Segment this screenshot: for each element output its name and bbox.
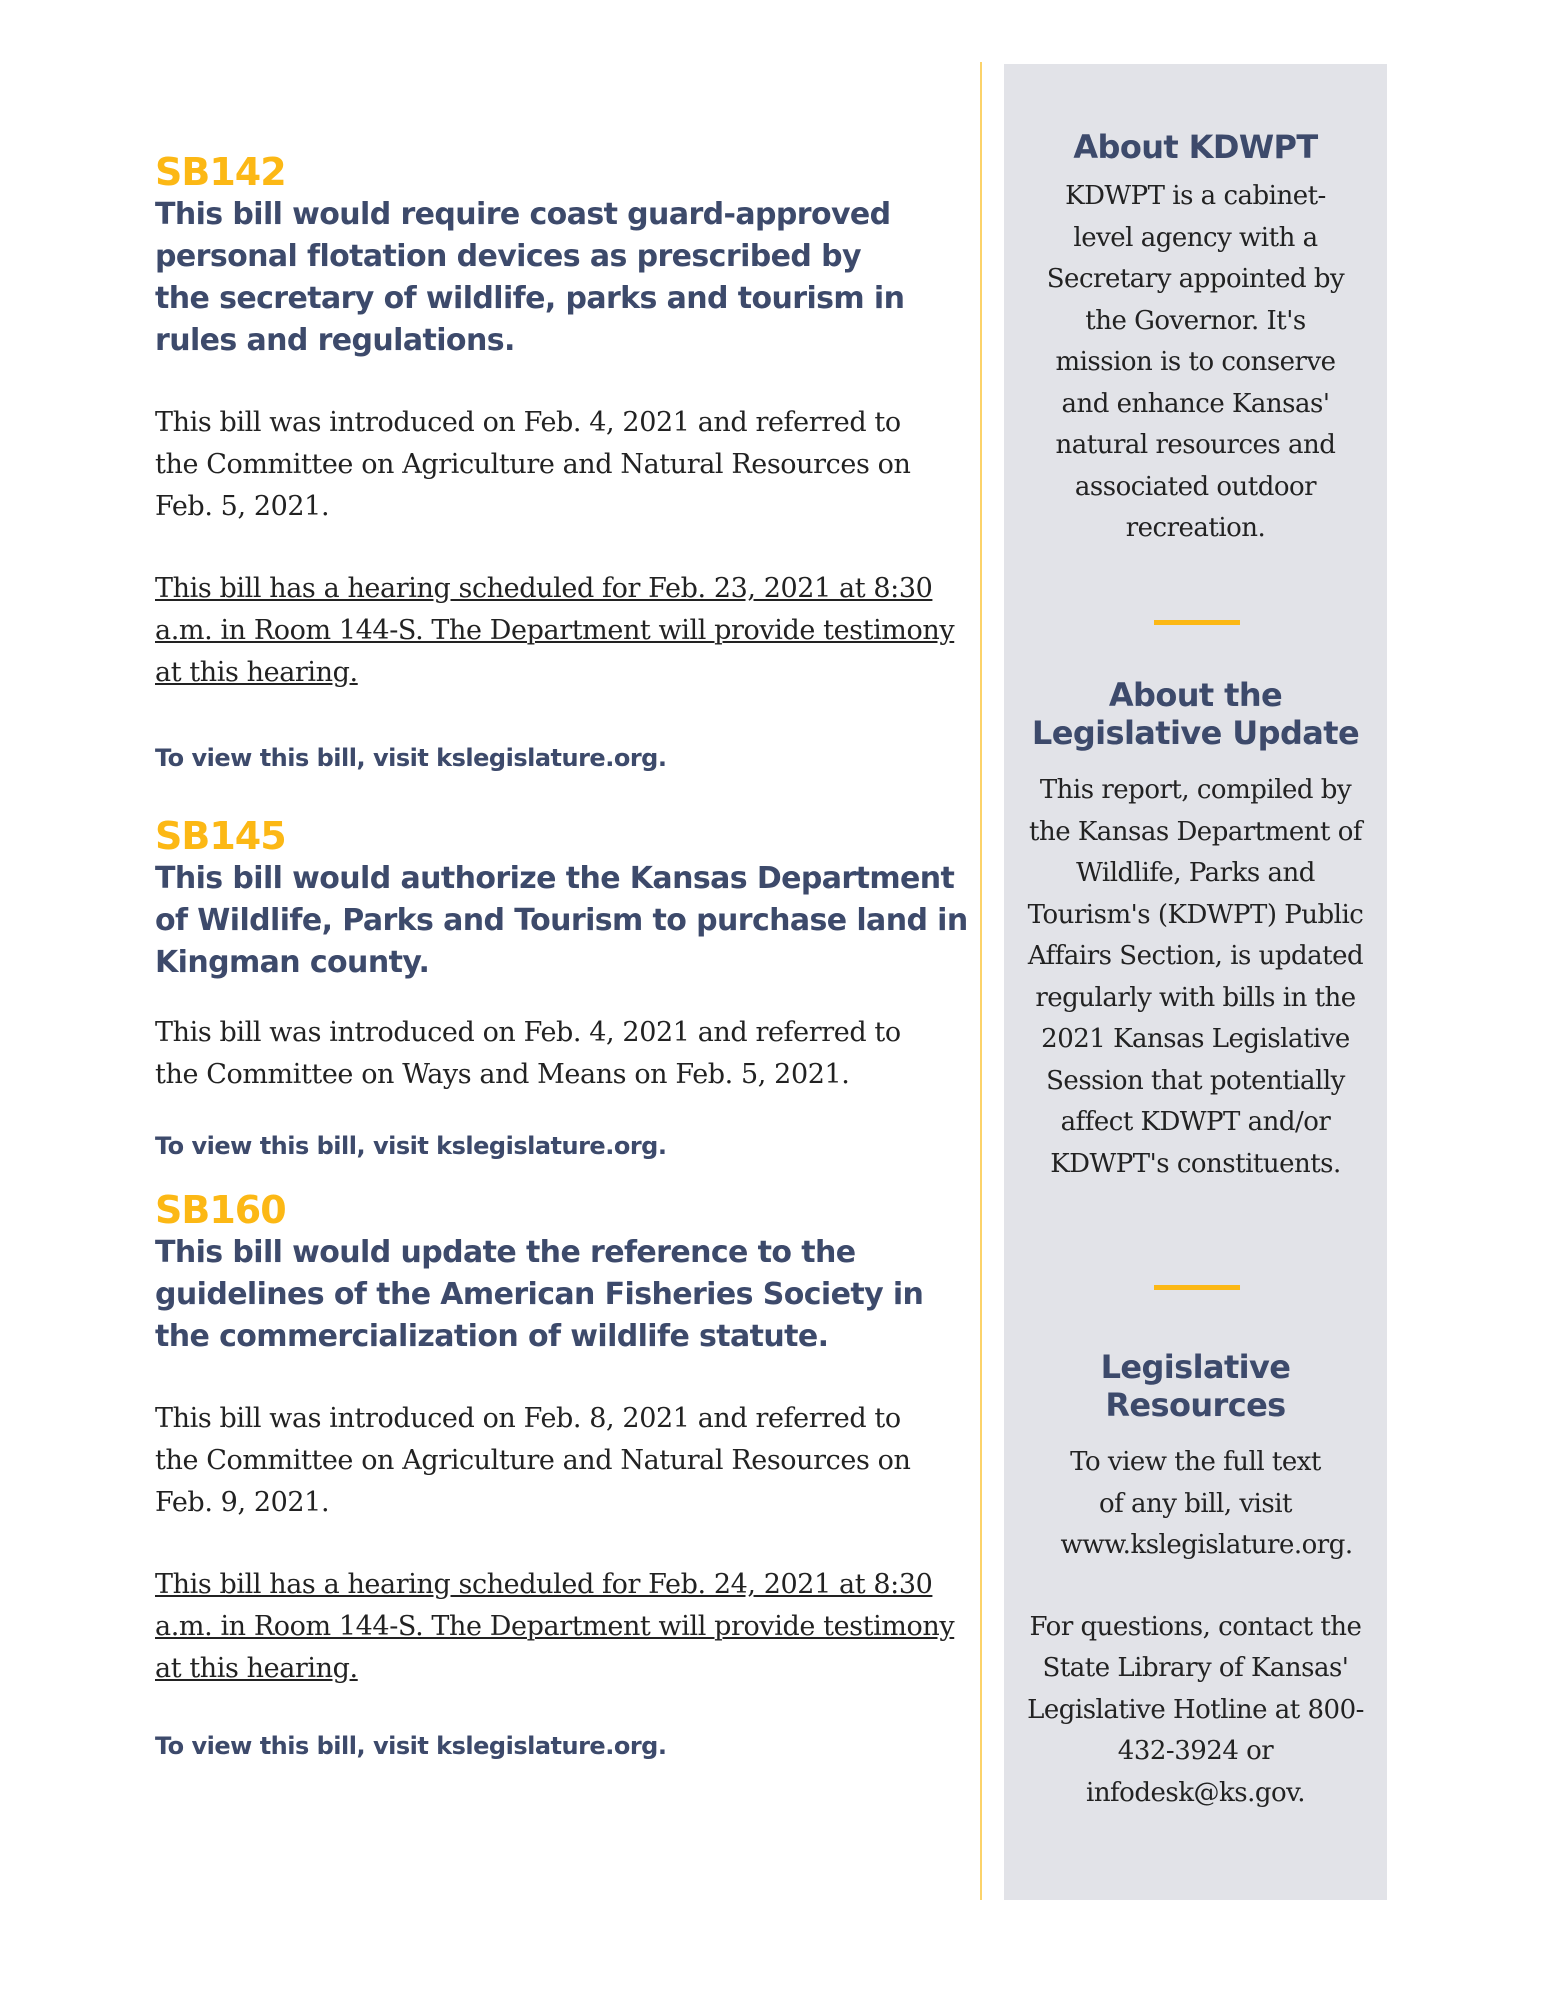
about-kdwpt-section — [1004, 128, 1387, 550]
about-update-section — [1004, 676, 1387, 1185]
section-divider — [1154, 1285, 1240, 1290]
about-update-title-line2: Legislative Update — [1031, 714, 1360, 752]
resources-title-line1: Legislative — [1100, 1348, 1291, 1386]
resources-title-line2: Resources — [1105, 1386, 1286, 1424]
column-divider — [980, 62, 982, 1900]
bill-sb160 — [155, 1188, 965, 1762]
bill-introduced: This bill was introduced on Feb. 4, 2021 and referred to the Committee on Agriculture and Natural Resources on Feb. 5, 2021. — [155, 407, 911, 522]
bill-code: SB160 — [155, 1188, 286, 1232]
bill-link[interactable]: To view this bill, visit kslegislature.org. — [155, 1732, 667, 1760]
bill-link[interactable]: To view this bill, visit kslegislature.org. — [155, 744, 667, 772]
bill-introduced: This bill was introduced on Feb. 8, 2021 and referred to the Committee on Agriculture and Natural Resources on Feb. 9, 2021. — [155, 1403, 911, 1518]
about-kdwpt-body: KDWPT is a cabinet-level agency with a Secretary appointed by the Governor. It's mission is to conserve and enhance Kansas' natural resources and associated outdoor recreation. — [1046, 181, 1345, 543]
bill-sb142 — [155, 150, 965, 774]
bill-code: SB145 — [155, 814, 286, 858]
about-update-body: This report, compiled by the Kansas Department of Wildlife, Parks and Tourism's (KDWPT) Public Affairs Section, is updated regularly with bills in the 2021 Kansas Legislative Session that potentially affect KDWPT and/or KDWPT's constituents. — [1027, 775, 1364, 1179]
bill-code: SB142 — [155, 150, 286, 194]
bill-summary: This bill would update the reference to the guidelines of the American Fisheries Society in the commercialization of wildlife statute. — [155, 1235, 924, 1354]
bill-hearing: This bill has a hearing scheduled for Feb. 23, 2021 at 8:30 a.m. in Room 144-S. The Department will provide testimony at this hearing. — [155, 573, 955, 688]
resources-contact: For questions, contact the State Library of Kansas' Legislative Hotline at 800-432-3924 or infodesk@ks.gov. — [1027, 1611, 1364, 1808]
sidebar — [1004, 64, 1387, 1900]
bill-list — [155, 150, 968, 1762]
bill-summary: This bill would require coast guard-approved personal flotation devices as prescribed by the secretary of wildlife, parks and tourism in rules and regulations. — [155, 197, 905, 358]
bill-sb145 — [155, 814, 968, 1162]
bill-hearing: This bill has a hearing scheduled for Feb. 24, 2021 at 8:30 a.m. in Room 144-S. The Department will provide testimony at this hearing. — [155, 1569, 955, 1684]
resources-view-bill: To view the full text of any bill, visit www.kslegislature.org. — [1060, 1447, 1353, 1560]
resources-section — [1004, 1348, 1387, 1814]
bill-summary: This bill would authorize the Kansas Department of Wildlife, Parks and Tourism to purchase land in Kingman county. — [155, 861, 968, 980]
about-kdwpt-title: About KDWPT — [1073, 128, 1318, 166]
bill-link[interactable]: To view this bill, visit kslegislature.org. — [155, 1132, 667, 1160]
section-divider — [1154, 620, 1240, 625]
about-update-title-line1: About the — [1108, 676, 1283, 714]
bill-introduced: This bill was introduced on Feb. 4, 2021 and referred to the Committee on Ways and Means on Feb. 5, 2021. — [155, 1017, 901, 1090]
